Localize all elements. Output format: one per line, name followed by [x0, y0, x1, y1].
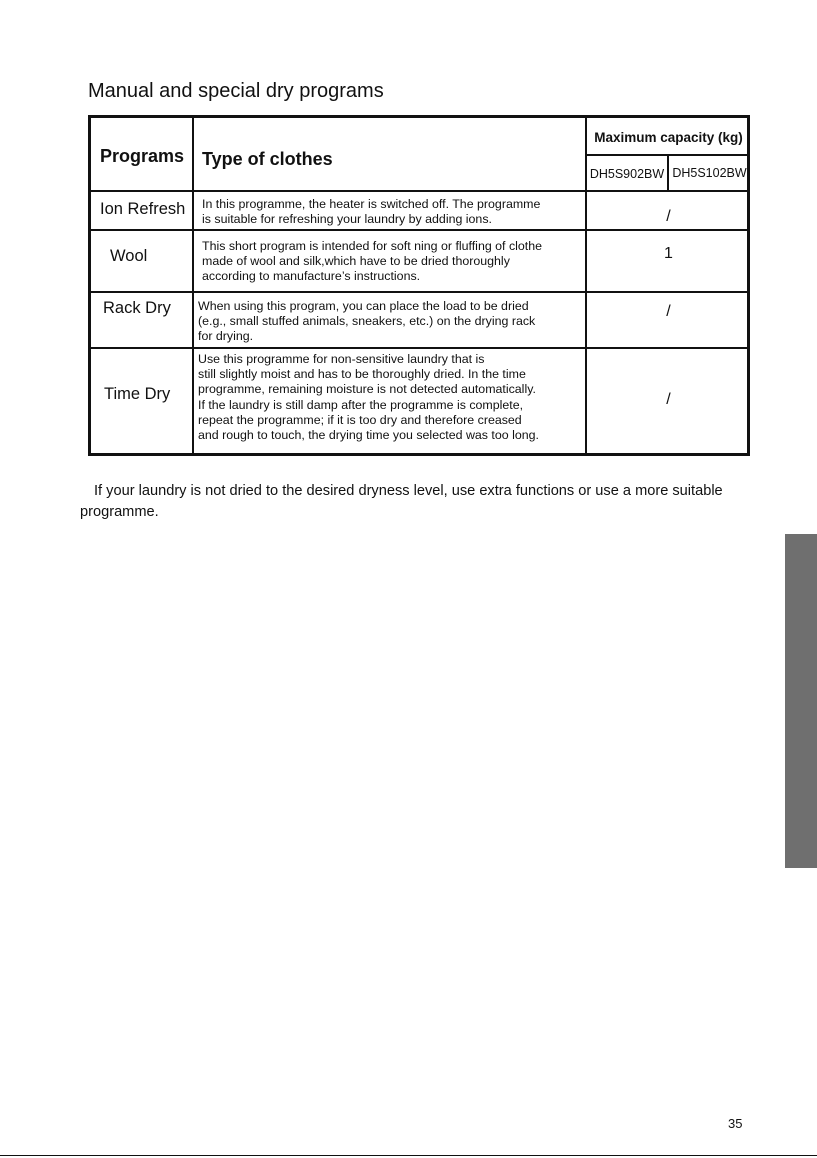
program-name: Wool	[110, 247, 148, 265]
row-divider	[91, 229, 747, 231]
description-line: and rough to touch, the drying time you selected was too long.	[198, 428, 539, 443]
description-line: programme, remaining moisture is not detected automatically.	[198, 382, 536, 397]
description-line: Use this programme for non-sensitive laundry that is	[198, 352, 485, 366]
program-description	[198, 352, 539, 443]
program-name: Rack Dry	[103, 299, 171, 317]
program-name: Ion Refresh	[100, 200, 186, 218]
description-line: made of wool and silk,which have to be dried thoroughly	[202, 254, 510, 269]
page-number: 35	[728, 1116, 743, 1131]
column-divider	[192, 118, 194, 453]
program-description	[202, 239, 542, 285]
description-line: If the laundry is still damp after the programme is complete,	[198, 397, 524, 412]
row-divider	[91, 347, 747, 349]
capacity-value: /	[666, 391, 671, 408]
header-type-of-clothes: Type of clothes	[202, 149, 333, 169]
programs-table	[88, 115, 750, 456]
row-divider	[91, 190, 747, 192]
capacity-value: 1	[664, 245, 673, 262]
description-line: for drying.	[198, 329, 254, 344]
description-line: When using this program, you can place the load to be dried	[198, 299, 529, 313]
program-description	[202, 197, 540, 227]
capacity-value: /	[666, 303, 671, 320]
description-line: repeat the programme; if it is too dry and therefore creased	[198, 412, 522, 427]
page-heading: Manual and special dry programs	[88, 80, 384, 102]
description-line: still slightly moist and has to be thoroughly dried. In the time	[198, 367, 526, 382]
header-model-2: DH5S102BW	[672, 166, 747, 180]
header-max-capacity: Maximum capacity (kg)	[594, 130, 743, 145]
capacity-value: /	[666, 208, 671, 225]
description-line: is suitable for refreshing your laundry by adding ions.	[202, 212, 492, 227]
header-programs: Programs	[100, 146, 185, 166]
footnote: If your laundry is not dried to the desired dryness level, use extra functions or use a more suitable programme.	[80, 483, 723, 520]
description-line: (e.g., small stuffed animals, sneakers, etc.) on the drying rack	[198, 314, 536, 329]
program-description	[198, 299, 535, 345]
side-tab	[785, 534, 817, 868]
header-model-1: DH5S902BW	[589, 167, 665, 181]
bottom-rule	[0, 1155, 817, 1156]
description-line: In this programme, the heater is switched off. The programme	[202, 197, 541, 211]
row-divider	[91, 291, 747, 293]
program-name: Time Dry	[104, 385, 171, 403]
description-line: according to manufacture’s instructions.	[202, 269, 421, 284]
description-line: This short program is intended for soft ning or fluffing of clothe	[202, 239, 543, 253]
